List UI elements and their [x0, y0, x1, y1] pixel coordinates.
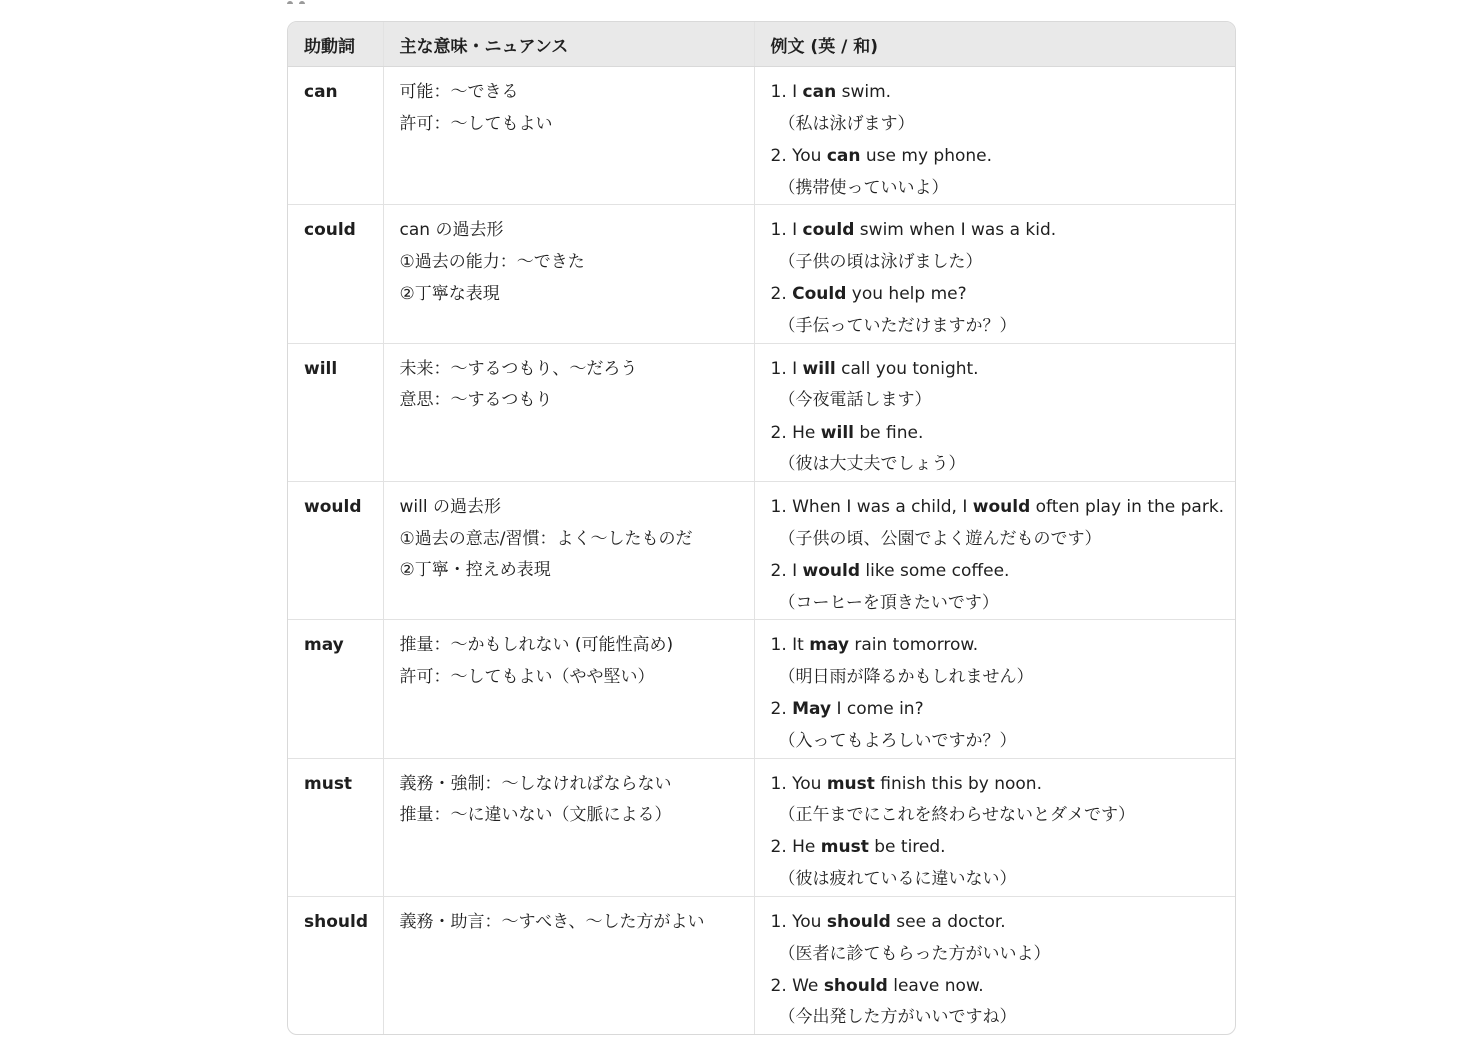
modal-verbs-table [288, 22, 1235, 1034]
meaning-line: 意思：〜するつもり [399, 390, 553, 411]
meaning-line: 義務・強制：〜しなければならない [399, 773, 672, 794]
example-text-after: like some coffee. [860, 560, 1010, 581]
example-japanese: （彼は大丈夫でしょう） [778, 454, 966, 475]
example-text-before: 1. I [770, 358, 803, 379]
example-text-after: swim when I was a kid. [854, 220, 1057, 241]
example-modal-highlight: could [802, 220, 855, 241]
example-japanese: （子供の頃、公園でよく遊んだものです） [778, 528, 1102, 549]
meaning-cell [383, 67, 754, 205]
example-modal-highlight: can [802, 82, 837, 102]
modal-verbs-table-container [287, 21, 1236, 1035]
example-japanese: （入ってもよろしいですか？） [778, 730, 1017, 751]
example-modal-highlight: May [792, 699, 832, 720]
header-meaning: 主な意味・ニュアンス [383, 22, 754, 67]
modal-verb-cell: may [288, 620, 383, 758]
example-english [771, 77, 1220, 109]
example-text-before: 1. When I was a child, I [770, 496, 973, 517]
example-text-after: be fine. [853, 422, 924, 443]
table-row [288, 620, 1235, 758]
table-row [288, 67, 1235, 205]
example-text-after: see a doctor. [890, 911, 1006, 932]
example-english [771, 418, 1220, 450]
example-english [771, 694, 1220, 726]
meaning-line: 許可：〜してもよい（やや堅い） [399, 666, 655, 687]
example-text-after: call you tonight. [835, 358, 979, 379]
examples-cell [754, 481, 1235, 619]
meaning-cell [383, 481, 754, 619]
example-sentence [771, 832, 1220, 895]
example-text-before: 2. He [770, 422, 821, 443]
meaning-line: ①過去の能力：〜できた [399, 252, 585, 273]
meaning-line: can の過去形 [399, 220, 504, 241]
example-sentence [771, 354, 1220, 417]
example-text-before: 1. I [770, 82, 803, 102]
meaning-cell [383, 620, 754, 758]
header-row [288, 22, 1235, 67]
meaning-line: 義務・助言：〜すべき、〜した方がよい [399, 911, 705, 932]
example-modal-highlight: may [809, 635, 849, 656]
meaning-cell [383, 205, 754, 343]
meaning-cell [383, 896, 754, 1034]
example-sentence [771, 971, 1220, 1034]
example-english [771, 354, 1220, 386]
table-row [288, 343, 1235, 481]
example-text-before: 2. You [770, 145, 827, 166]
example-modal-highlight: would [972, 496, 1031, 517]
example-text-before: 2. We [770, 975, 824, 996]
example-text-after: I come in? [831, 699, 924, 720]
example-japanese: （医者に診てもらった方がいいよ） [778, 943, 1051, 964]
example-sentence [771, 279, 1220, 342]
example-text-after: rain tomorrow. [848, 635, 979, 656]
example-japanese: （明日雨が降るかもしれません） [778, 666, 1034, 687]
example-modal-highlight: can [826, 145, 861, 166]
example-sentence [771, 769, 1220, 832]
meaning-line: ②丁寧な表現 [399, 283, 500, 304]
example-text-before: 1. I [770, 220, 803, 241]
meaning-line: ②丁寧・控えめ表現 [399, 560, 551, 581]
example-sentence [771, 694, 1220, 757]
examples-cell [754, 758, 1235, 896]
example-text-after: often play in the park. [1030, 496, 1225, 517]
example-japanese: （今出発した方がいいですね） [778, 1007, 1017, 1028]
example-text-after: leave now. [887, 975, 984, 996]
meaning-cell [383, 758, 754, 896]
example-sentence [771, 556, 1220, 619]
example-english [770, 492, 1225, 524]
example-modal-highlight: should [823, 975, 888, 996]
example-text-after: be tired. [868, 837, 946, 858]
example-sentence [771, 215, 1220, 278]
example-sentence [771, 418, 1220, 481]
header-examples: 例文 (英 / 和) [754, 22, 1235, 67]
example-text-after: you help me? [846, 284, 967, 305]
meaning-cell [383, 343, 754, 481]
example-modal-highlight: would [802, 560, 861, 581]
example-text-before: 1. It [770, 635, 810, 656]
examples-cell [754, 205, 1235, 343]
example-japanese: （手伝っていただけますか？） [778, 315, 1017, 336]
example-modal-highlight: will [802, 358, 836, 379]
cropped-heading-fragment [287, 0, 347, 4]
modal-verb-cell: would [288, 481, 383, 619]
modal-verb-cell: should [288, 896, 383, 1034]
examples-cell [754, 343, 1235, 481]
modal-verb-cell: could [288, 205, 383, 343]
table-header [288, 22, 1235, 67]
examples-cell [754, 67, 1235, 205]
example-english [771, 279, 1220, 311]
example-text-before: 2. [770, 699, 793, 720]
example-modal-highlight: Could [792, 284, 847, 305]
example-text-after: swim. [836, 82, 892, 102]
example-english [771, 971, 1220, 1003]
table-row [288, 205, 1235, 343]
meaning-line: 推量：〜に違いない（文脈による） [399, 805, 672, 826]
examples-cell [754, 896, 1235, 1034]
example-english [771, 630, 1220, 662]
meaning-line: 推量：〜かもしれない (可能性高め) [399, 635, 674, 656]
example-text-before: 1. You [770, 911, 827, 932]
example-text-before: 1. You [770, 773, 827, 794]
example-sentence [771, 141, 1220, 204]
example-text-after: use my phone. [860, 145, 993, 166]
header-modal: 助動詞 [288, 22, 383, 67]
example-text-before: 2. He [770, 837, 821, 858]
example-modal-highlight: should [826, 911, 891, 932]
example-text-before: 2. [770, 284, 793, 305]
example-modal-highlight: must [820, 837, 869, 858]
meaning-line: 許可：〜してもよい [399, 113, 553, 134]
example-english [771, 832, 1220, 864]
example-english [771, 556, 1220, 588]
table-body [288, 67, 1235, 1035]
example-japanese: （携帯使っていいよ） [778, 177, 949, 198]
examples-cell [754, 620, 1235, 758]
example-english [771, 907, 1220, 939]
meaning-line: ①過去の意志/習慣：よく〜したものだ [399, 528, 693, 549]
modal-verb-cell: must [288, 758, 383, 896]
example-japanese: （子供の頃は泳げました） [778, 252, 983, 273]
example-english [771, 215, 1220, 247]
table-row [288, 481, 1235, 619]
example-text-before: 2. I [770, 560, 803, 581]
example-sentence [770, 492, 1225, 555]
example-sentence [771, 77, 1220, 140]
meaning-line: 可能：〜できる [399, 82, 519, 102]
modal-verb-cell: can [304, 82, 338, 102]
example-japanese: （彼は疲れているに違いない） [778, 869, 1017, 890]
example-japanese: （今夜電話します） [778, 390, 932, 411]
example-sentence [771, 630, 1220, 693]
example-japanese: （正午までにこれを終わらせないとダメです） [778, 805, 1135, 826]
table-row [288, 896, 1235, 1034]
example-japanese: （コーヒーを頂きたいです） [778, 592, 999, 613]
example-english [771, 141, 1220, 173]
example-english [771, 769, 1220, 801]
meaning-line: 未来：〜するつもり、〜だろう [399, 358, 638, 379]
example-modal-highlight: must [826, 773, 875, 794]
example-text-after: finish this by noon. [874, 773, 1042, 794]
table-row [288, 758, 1235, 896]
modal-verb-cell: will [288, 343, 383, 481]
example-japanese: （私は泳げます） [778, 113, 915, 134]
example-sentence [771, 907, 1220, 970]
example-modal-highlight: will [820, 422, 854, 443]
meaning-line: will の過去形 [399, 496, 501, 517]
